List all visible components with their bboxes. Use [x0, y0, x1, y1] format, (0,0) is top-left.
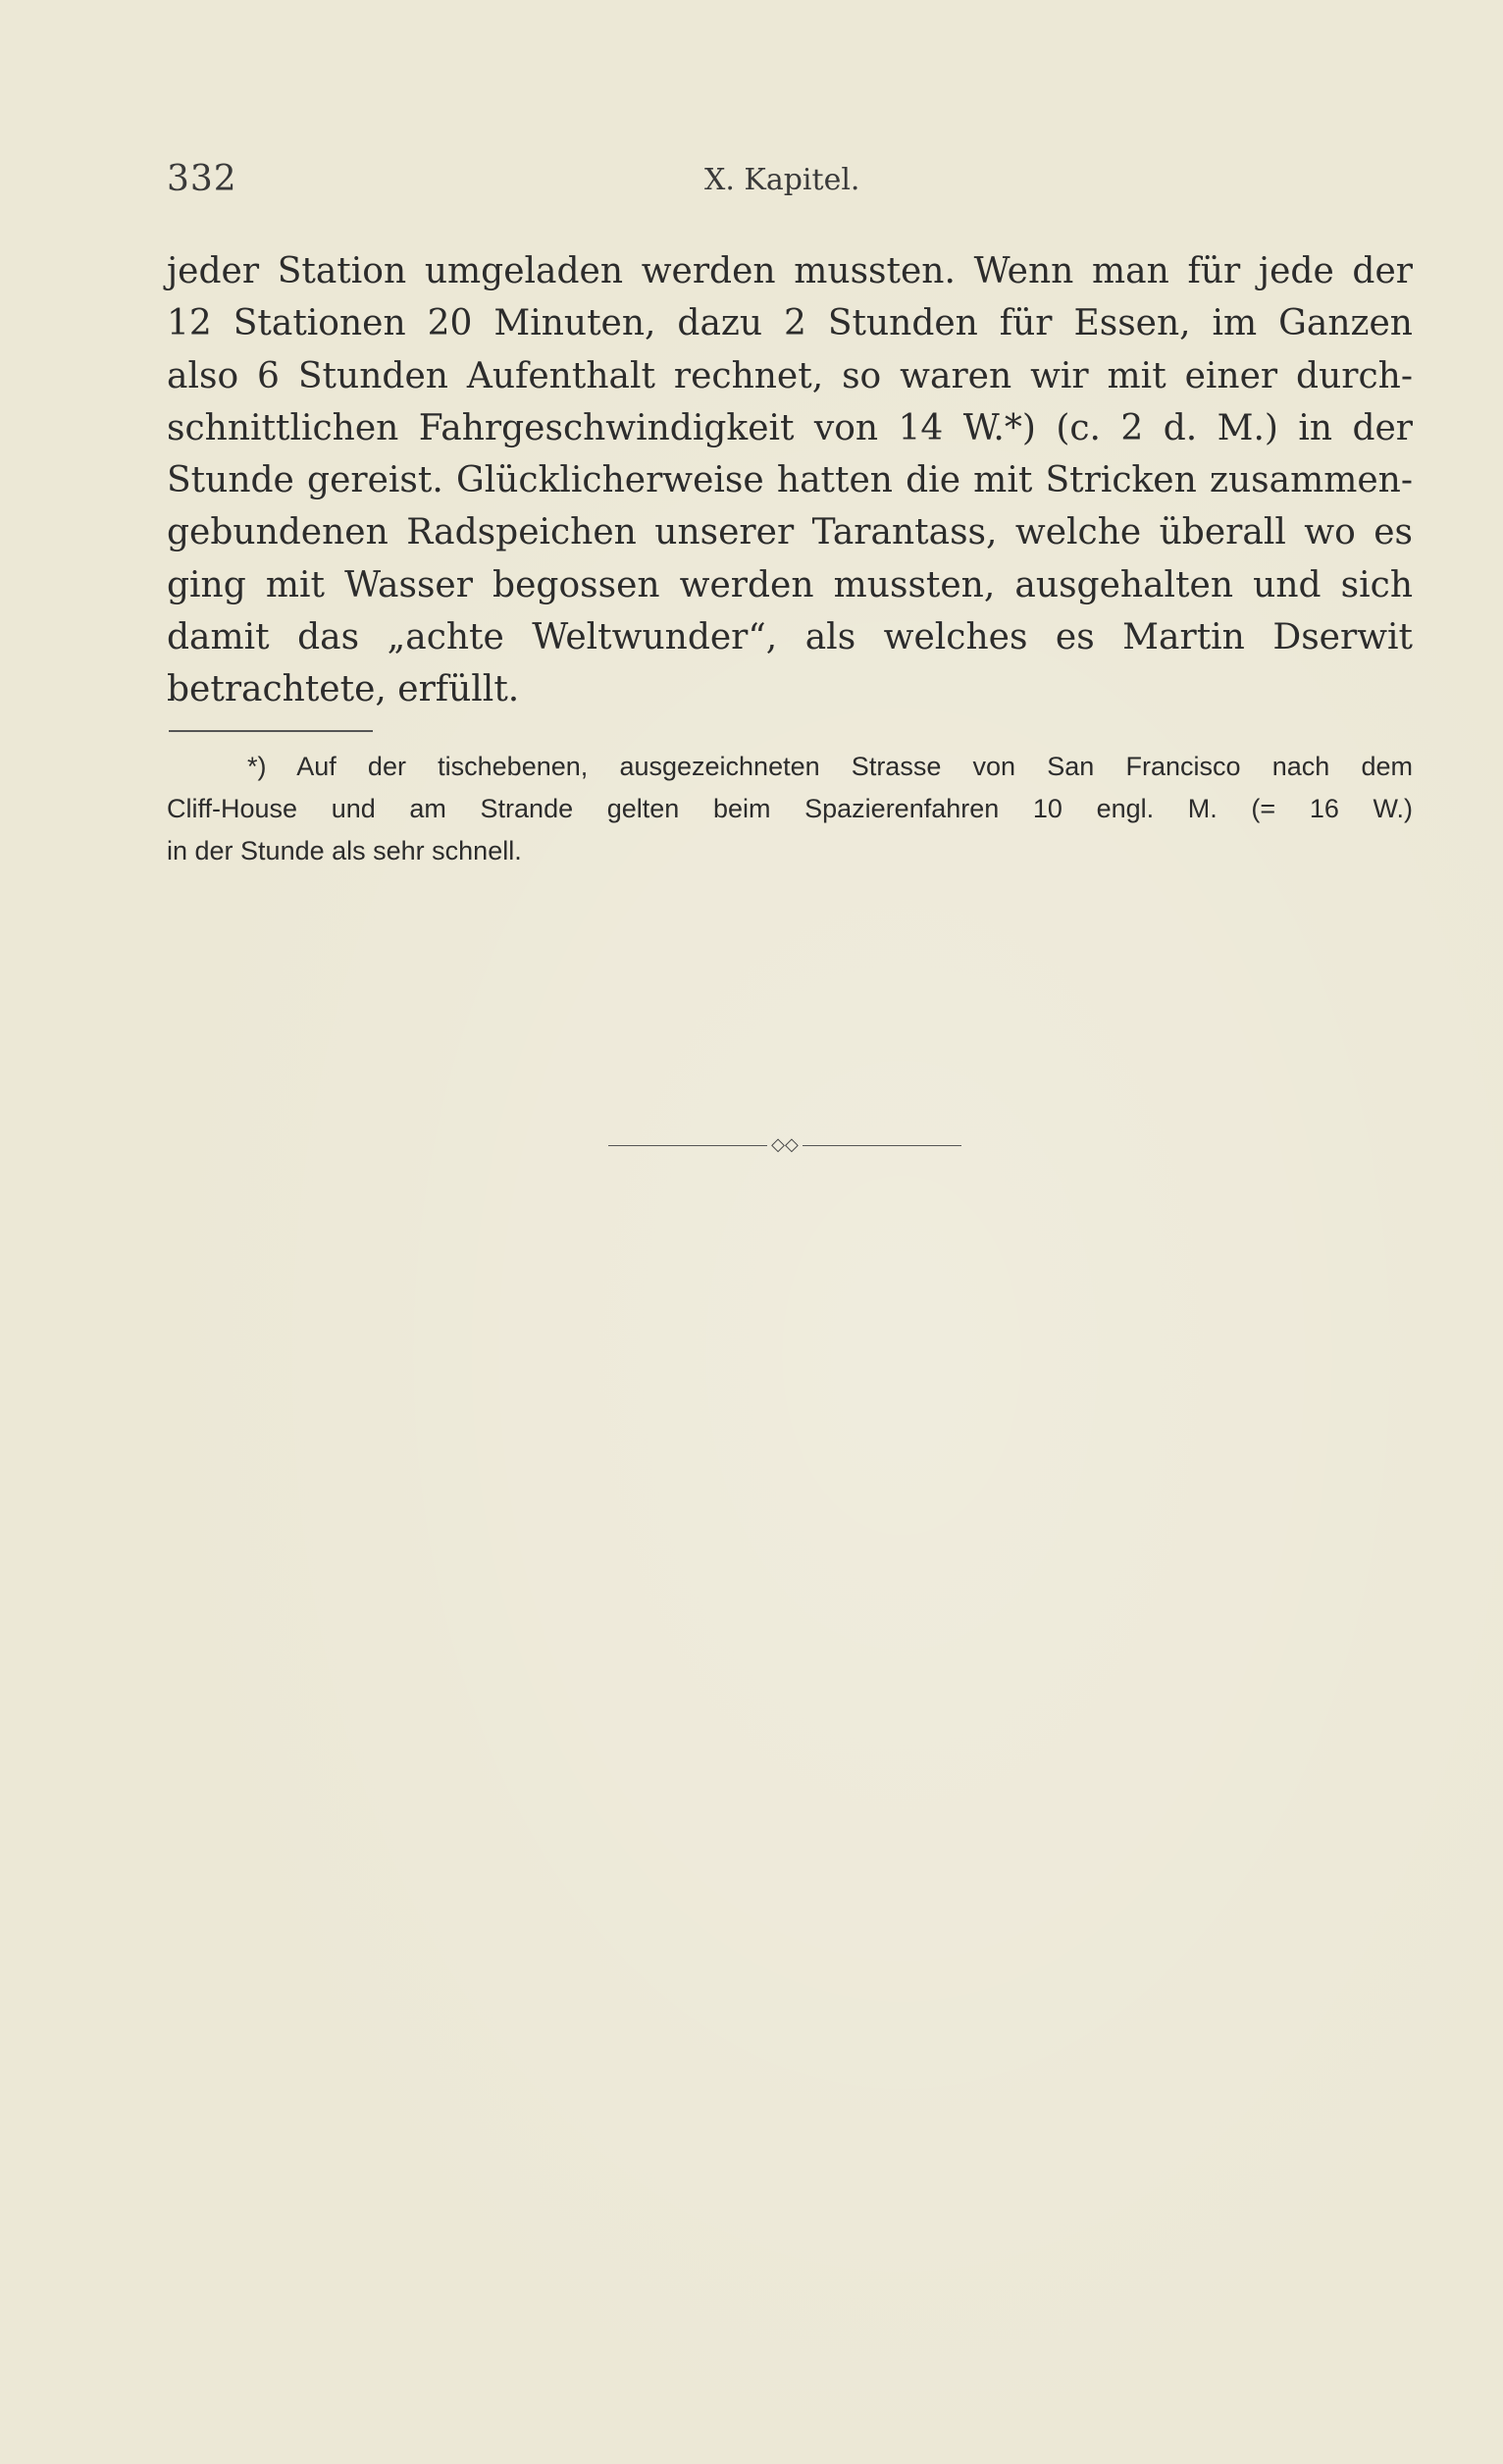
paragraph-line: gebundenen Radspeichen unserer Tarantass, welche überall wo es [167, 512, 1413, 553]
paragraph-line: damit das „achte Weltwunder“, als welches es Martin Dserwit [167, 617, 1413, 658]
page-number: 332 [167, 159, 237, 199]
footnote-divider [169, 730, 373, 732]
section-end-ornament [608, 1135, 961, 1155]
paragraph-line: betrachtete, erfüllt. [167, 669, 520, 710]
footnote [167, 746, 1413, 872]
footnote-line: Cliff-House und am Strande gelten beim Spazierenfahren 10 engl. M. (= 16 W.) [167, 794, 1413, 823]
paragraph-line: Stunde gereist. Glücklicherweise hatten die mit Stricken zusammen- [167, 460, 1413, 501]
page-header [167, 159, 1413, 208]
footnote-line: *) Auf der tischebenen, ausgezeichneten Strasse von San Francisco nach dem [247, 752, 1413, 781]
paragraph-line: schnittlichen Fahrgeschwindigkeit von 14 W.*) (c. 2 d. M.) in der [167, 407, 1413, 448]
paragraph-line: 12 Stationen 20 Minuten, dazu 2 Stunden für Essen, im Ganzen [167, 303, 1413, 344]
ornament-rule-left [608, 1145, 767, 1146]
running-head: X. Kapitel. [704, 163, 860, 197]
main-paragraph [167, 245, 1413, 716]
paragraph-line: also 6 Stunden Aufenthalt rechnet, so waren wir mit einer durch- [167, 355, 1413, 396]
ornament-rule-right [803, 1145, 961, 1146]
diamond-ornament-icon: ◇◇ [771, 1134, 799, 1155]
paragraph-line: jeder Station umgeladen werden mussten. Wenn man für jede der [167, 251, 1413, 291]
footnote-line: in der Stunde als sehr schnell. [167, 836, 522, 865]
paragraph-line: ging mit Wasser begossen werden mussten, ausgehalten und sich [167, 564, 1413, 605]
